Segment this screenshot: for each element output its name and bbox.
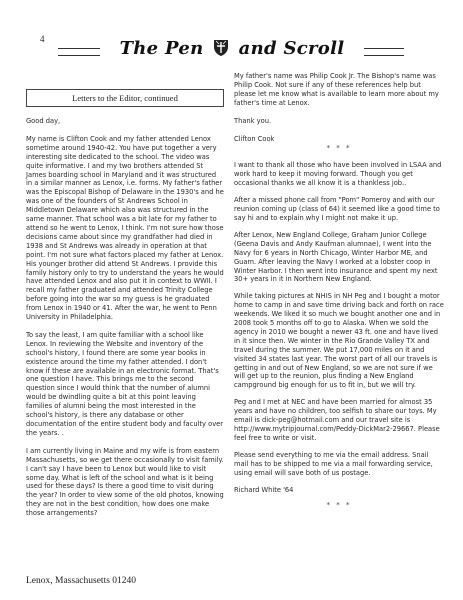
- masthead-title-right: and Scroll: [238, 38, 345, 59]
- masthead-title: [102, 38, 362, 59]
- left-column: [26, 72, 224, 518]
- section-divider: * * *: [326, 144, 352, 153]
- letter-greeting: Good day,: [26, 117, 61, 125]
- right-column: [234, 72, 444, 509]
- letter-paragraph: Peg and I met at NEC and have been married for almost 35 years and have no children, too selfish to share our toys. My email is dick-peg@hotmail.com and our travel site is http://www.mytripjournal.com/Peddy-DickMar2-29667. Please feel free to write or visit.: [234, 398, 440, 442]
- footer-address: Lenox, Massachusetts 01240: [26, 576, 137, 586]
- crest-icon: [213, 39, 229, 57]
- letter-paragraph: After a missed phone call from "Pom" Pomeroy and with our reunion coming up (class of 64) it seemed like a good time to say hi and to explain why I might not make it up.: [234, 196, 440, 222]
- letter-paragraph: I am currently living in Maine and my wife is from eastern Massachusetts, so we get there occasionally to visit family. I can't say I have been to Lenox but would like to visit some day. What is left of the school and what is it being used for these days? Is there a good time to visit during the year? In order to view some of the old photos, knowing they are not in the best condition, how does one make those arrangements?: [26, 446, 224, 518]
- letter-closing: Thank you.: [234, 116, 272, 125]
- letter-paragraph: My father's name was Philip Cook Jr. The Bishop's name was Philip Cook. Not sure if any of these references help but please let me know what is available to learn more about my father's time at Lenox.: [234, 72, 439, 107]
- masthead: [58, 40, 404, 62]
- letter-signature: Richard White '64: [234, 485, 294, 494]
- letter-paragraph: Please send everything to me via the email address. Snail mail has to be shipped to me via a mail forwarding service, using email will save both of us postage.: [234, 450, 433, 477]
- masthead-rule-right: [364, 48, 404, 56]
- letter-signature: Clifton Cook: [234, 134, 275, 143]
- letter-paragraph: To say the least, I am quite familiar with a school like Lenox. In reviewing the Website and inventory of the school's history, I found there are some year books in existence around the time my father attended. I don't know if these are available in an electronic format. That's one question I have. This brings me to the second question since I would think that the number of alumni would be dwindling quite a bit at this point leaving families of alumni being the most interested in the school's history, is there any database or other documentation of the entire student body and faculty over the years. .: [26, 330, 224, 437]
- letter-paragraph: After Lenox, New England College, Graham Junior College (Geena Davis and Andy Kaufman alumnae), I went into the Navy for 6 years in North Chicago, Winter Harbor ME, and Guam. After leaving the Navy I worked at a lobster coop in Winter Harbor. I then went into insurance and spent my next 30+ years in it in Northern New England.: [234, 230, 438, 284]
- letter-paragraph: I want to thank all those who have been involved in LSAA and work hard to keep it moving forward. Though you get occasional thanks we all know it is a thankless job..: [234, 161, 442, 188]
- page-number: 4: [40, 34, 45, 44]
- section-divider: * * *: [326, 501, 352, 510]
- letter-paragraph: While taking pictures at NHIS in NH Peg and I bought a motor home to camp in and save time driving back and forth on race weekends. We liked it so much we bought another one and in 2008 took 5 months off to go to Alaska. When we sold the agency in 2010 we bought a newer 43 ft. one and have lived in it since then. We winter in the Rio Grande Valley TX and travel during the summer. We put 17,000 miles on it and visited 34 states last year. The worst part of all our travels is getting in and out of New England, so we are not sure if we will get up to the reunion, plus finding a New England campground big enough for us to fit in, but we will try.: [234, 292, 444, 390]
- masthead-title-left: The Pen: [119, 38, 204, 59]
- section-heading: Letters to the Editor, continued: [26, 89, 224, 107]
- letter-paragraph: My name is Clifton Cook and my father attended Lenox sometime around 1940-42. You have put together a very interesting site dedicated to the school. The video was quite informative. I and my two brothers attended St James boarding school in Maryland and it was structured in a similar manner as Lenox, i.e. forms. My father's father was the Episcopal Bishop of Delaware in the 1930's and he was one of the founders of St Andrews School in Middletown Delaware which also was structured in the same manner. That school was a bit late for my father to attend so he went to Lenox, I think. I'm not sure how those decisions came about since my grandfather had died in 1938 and St Andrews was already in operation at that point. I'm not sure what factors placed my father at Lenox. His younger brother did attend St Andrews. I provide this family history only to try to understand the years he would have attended Lenox and also put it in context to WWII. I recall my father graduated and attended Trinity College before going into the war so my guess is he graduated from Lenox in 1940 or 41. After the war, he went to Penn University in Philadelphia.: [26, 134, 224, 322]
- masthead-rule-left: [58, 48, 100, 56]
